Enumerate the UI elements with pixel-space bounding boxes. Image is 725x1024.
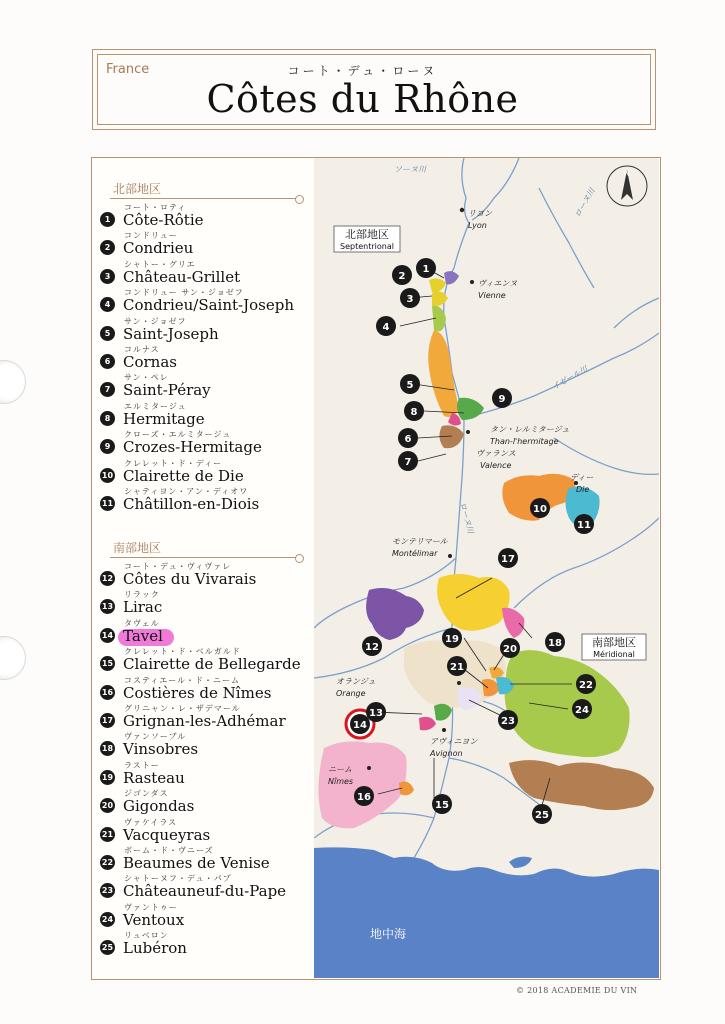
binder-hole-top xyxy=(0,360,26,404)
legend-item xyxy=(100,817,310,845)
south-region-fr: Méridional xyxy=(593,650,635,659)
south-region-jp: 南部地区 xyxy=(592,636,636,649)
legend-number-badge: 5 xyxy=(100,326,115,341)
map-marker-number: 14 xyxy=(353,720,367,731)
map-marker-number: 15 xyxy=(435,800,449,811)
legend-ruby: コート・ロティ xyxy=(124,203,187,212)
north-region-fr: Septentrional xyxy=(340,242,394,251)
legend-item xyxy=(100,486,310,514)
title-ruby: コート・デュ・ローヌ xyxy=(287,64,438,78)
page-title: Côtes du Rhône xyxy=(206,77,519,121)
legend-name: Beaumes de Venise xyxy=(123,854,270,872)
map-marker-number: 6 xyxy=(404,434,412,445)
country-label: France xyxy=(106,62,150,77)
city-orange-jp: オランジュ xyxy=(336,677,376,686)
legend-name: Châteauneuf-du-Pape xyxy=(123,882,287,901)
legend-name: Tavel xyxy=(123,626,163,645)
legend-number-badge: 20 xyxy=(100,798,115,813)
map-marker-number: 5 xyxy=(406,380,414,391)
city-tain-jp: タン・レルミタージュ xyxy=(490,425,570,434)
legend-ruby: ヴァントゥー xyxy=(124,902,178,912)
legend-item xyxy=(100,589,310,617)
legend-item xyxy=(100,401,310,429)
map-marker-number: 22 xyxy=(579,680,593,691)
legend-ruby: サン・ペレ xyxy=(124,373,169,383)
city-valence-jp: ヴァランス xyxy=(476,449,516,458)
legend-name: Saint-Joseph xyxy=(123,324,219,343)
south-heading: 南部地区 xyxy=(113,541,162,555)
legend-number-badge: 25 xyxy=(100,940,115,955)
river-label-rhone-top: ローヌ川 xyxy=(572,186,597,219)
legend-name: Gigondas xyxy=(123,797,195,816)
map-marker-number: 1 xyxy=(422,264,430,275)
legend-item xyxy=(100,316,310,344)
legend-item xyxy=(100,561,310,589)
city-vienne-jp: ヴィエンヌ xyxy=(478,279,518,288)
legend-ruby: リラック xyxy=(124,590,160,600)
compass-n-label: N xyxy=(624,169,630,178)
legend-ruby: エルミタージュ xyxy=(124,401,187,411)
sea-label: 地中海 xyxy=(370,927,407,941)
map-marker-number: 8 xyxy=(410,407,418,418)
legend-name: Grignan-les-Adhémar xyxy=(123,712,286,730)
legend-ruby: コンドリュー xyxy=(124,231,178,241)
north-rule xyxy=(110,198,298,199)
city-die-fr: Die xyxy=(576,485,590,494)
map-marker-number: 4 xyxy=(382,322,390,333)
legend-name: Rasteau xyxy=(123,768,185,787)
legend-number-badge: 8 xyxy=(100,411,115,426)
legend-name: Clairette de Die xyxy=(123,466,244,485)
map-marker-number: 19 xyxy=(445,634,459,645)
legend-item xyxy=(100,675,310,703)
copyright-text: © 2018 ACADEMIE DU VIN xyxy=(516,986,638,995)
legend-number-badge: 1 xyxy=(100,212,115,227)
legend-name: Côtes du Vivarais xyxy=(123,570,257,588)
legend-ruby: タヴェル xyxy=(124,618,160,628)
legend-number-badge: 13 xyxy=(100,599,115,614)
city-tain-fr: Than-l'hermitage xyxy=(490,437,559,446)
north-region-jp: 北部地区 xyxy=(345,228,389,241)
city-nimes-jp: ニーム xyxy=(328,765,352,774)
legend-name: Côte-Rôtie xyxy=(123,211,204,229)
map-marker-number: 23 xyxy=(501,716,515,727)
city-nimes-fr: Nîmes xyxy=(328,777,354,786)
legend-item xyxy=(100,703,310,731)
legend-ruby: クローズ・エルミタージュ xyxy=(124,430,232,440)
legend-name: Saint-Péray xyxy=(123,381,211,400)
legend-number-badge: 15 xyxy=(100,656,115,671)
legend-ruby: シャティヨン・アン・ディオワ xyxy=(124,487,249,496)
river-label-saone: ソーヌ川 xyxy=(394,165,426,174)
city-montelimar-fr: Montélimar xyxy=(392,549,438,558)
legend-number-badge: 12 xyxy=(100,571,115,586)
legend-name: Vinsobres xyxy=(123,740,199,759)
legend-name: Vacqueyras xyxy=(123,825,211,844)
map-marker-number: 10 xyxy=(533,504,547,515)
legend-name: Châtillon-en-Diois xyxy=(123,495,260,513)
legend-ruby: シャトー・グリエ xyxy=(124,259,196,269)
legend-ruby: ヴァンソーブル xyxy=(124,732,187,742)
city-avignon-fr: Avignon xyxy=(430,749,463,758)
map-marker-number: 24 xyxy=(575,705,589,716)
legend-number-badge: 17 xyxy=(100,713,115,728)
legend-ruby: ボーム・ド・ヴニーズ xyxy=(124,846,214,855)
north-heading: 北部地区 xyxy=(113,182,162,196)
legend-number-badge: 2 xyxy=(100,240,115,255)
map-marker-number: 2 xyxy=(398,271,406,282)
city-montelimar-jp: モンテリマール xyxy=(392,537,448,546)
legend-ruby: クレレット・ド・ベルガルド xyxy=(124,647,241,657)
legend-name: Ventoux xyxy=(123,910,185,929)
map-marker-number: 21 xyxy=(450,662,464,673)
legend-name: Crozes-Hermitage xyxy=(123,438,262,457)
legend-item xyxy=(100,902,310,930)
map-marker-number: 18 xyxy=(548,638,562,649)
legend-number-badge: 16 xyxy=(100,685,115,700)
legend-name: Lirac xyxy=(123,598,163,617)
legend-item xyxy=(100,845,310,873)
legend-ruby: ラストー xyxy=(124,760,160,770)
river-label-rhone-mid: ローヌ川 xyxy=(458,501,476,535)
legend-item xyxy=(100,259,310,287)
legend-item xyxy=(100,230,310,258)
city-avignon-jp: アヴィニヨン xyxy=(430,737,478,746)
legend-number-badge: 23 xyxy=(100,883,115,898)
legend-number-badge: 14 xyxy=(100,628,115,643)
map-marker-number: 17 xyxy=(501,554,515,565)
legend-number-badge: 19 xyxy=(100,770,115,785)
map-marker-number: 25 xyxy=(535,810,549,821)
map-marker-number: 9 xyxy=(498,394,506,405)
legend-ruby: クレレット・ド・ディー xyxy=(124,458,223,468)
legend-number-badge: 11 xyxy=(100,496,115,511)
legend-item xyxy=(100,287,310,315)
legend-item xyxy=(100,372,310,400)
legend-name: Condrieu/Saint-Joseph xyxy=(123,296,294,315)
legend-number-badge: 21 xyxy=(100,827,115,842)
legend-name: Lubéron xyxy=(123,939,187,958)
legend-item xyxy=(100,458,310,486)
legend-ruby: サン・ジョゼフ xyxy=(124,316,187,326)
legend-item xyxy=(100,760,310,788)
city-valence-fr: Valence xyxy=(480,461,512,470)
legend-ruby: ヴァケイラス xyxy=(124,817,178,827)
legend-number-badge: 22 xyxy=(100,855,115,870)
map-marker-number: 16 xyxy=(357,792,371,803)
legend-item xyxy=(100,429,310,457)
map-marker-number: 20 xyxy=(503,644,517,655)
legend-ruby: グリニャン・レ・ザデマール xyxy=(124,704,241,713)
legend-item xyxy=(100,646,310,674)
legend-number-badge: 18 xyxy=(100,741,115,756)
legend-name: Condrieu xyxy=(123,239,194,258)
legend-ruby: ジゴンダス xyxy=(124,789,169,799)
city-orange-fr: Orange xyxy=(336,689,366,698)
legend-item xyxy=(100,873,310,901)
legend-ruby: シャトーヌフ・デュ・パプ xyxy=(124,874,232,884)
legend-ruby: コンドリュー サン・ジョゼフ xyxy=(124,288,244,298)
city-lyon-fr: Lyon xyxy=(468,221,487,230)
legend-ruby: コルナス xyxy=(124,345,160,354)
map-marker-number: 11 xyxy=(577,520,591,531)
legend-item xyxy=(100,202,310,230)
legend-number-badge: 9 xyxy=(100,439,115,454)
rhone-map xyxy=(314,158,659,978)
legend-item xyxy=(100,930,310,958)
map-marker-number: 12 xyxy=(365,642,379,653)
legend-number-badge: 24 xyxy=(100,912,115,927)
city-lyon-jp: リヨン xyxy=(468,209,492,218)
legend-name: Château-Grillet xyxy=(123,267,241,286)
legend-ruby: リュベロン xyxy=(124,931,169,941)
legend-item xyxy=(100,731,310,759)
legend-number-badge: 7 xyxy=(100,382,115,397)
binder-hole-bottom xyxy=(0,636,26,680)
legend-number-badge: 3 xyxy=(100,269,115,284)
legend-number-badge: 4 xyxy=(100,297,115,312)
city-die-jp: ディー xyxy=(570,473,594,482)
river-label-isere: イゼール川 xyxy=(550,364,590,392)
legend-name: Cornas xyxy=(123,353,177,371)
map-marker-number: 7 xyxy=(404,457,412,468)
map-marker-number: 3 xyxy=(406,294,414,305)
city-vienne-fr: Vienne xyxy=(478,291,506,300)
legend-number-badge: 6 xyxy=(100,354,115,369)
legend-ruby: コート・デュ・ヴィヴァレ xyxy=(124,562,232,571)
map-marker-number: 13 xyxy=(369,708,383,719)
legend-name: Costières de Nîmes xyxy=(123,683,272,702)
legend-item xyxy=(100,618,310,646)
legend-name: Clairette de Bellegarde xyxy=(123,655,301,674)
legend-item xyxy=(100,788,310,816)
legend-ruby: コスティエール・ド・ニーム xyxy=(124,675,241,685)
legend-number-badge: 10 xyxy=(100,468,115,483)
south-rule xyxy=(110,557,298,558)
legend-item xyxy=(100,344,310,372)
legend-name: Hermitage xyxy=(123,409,205,428)
